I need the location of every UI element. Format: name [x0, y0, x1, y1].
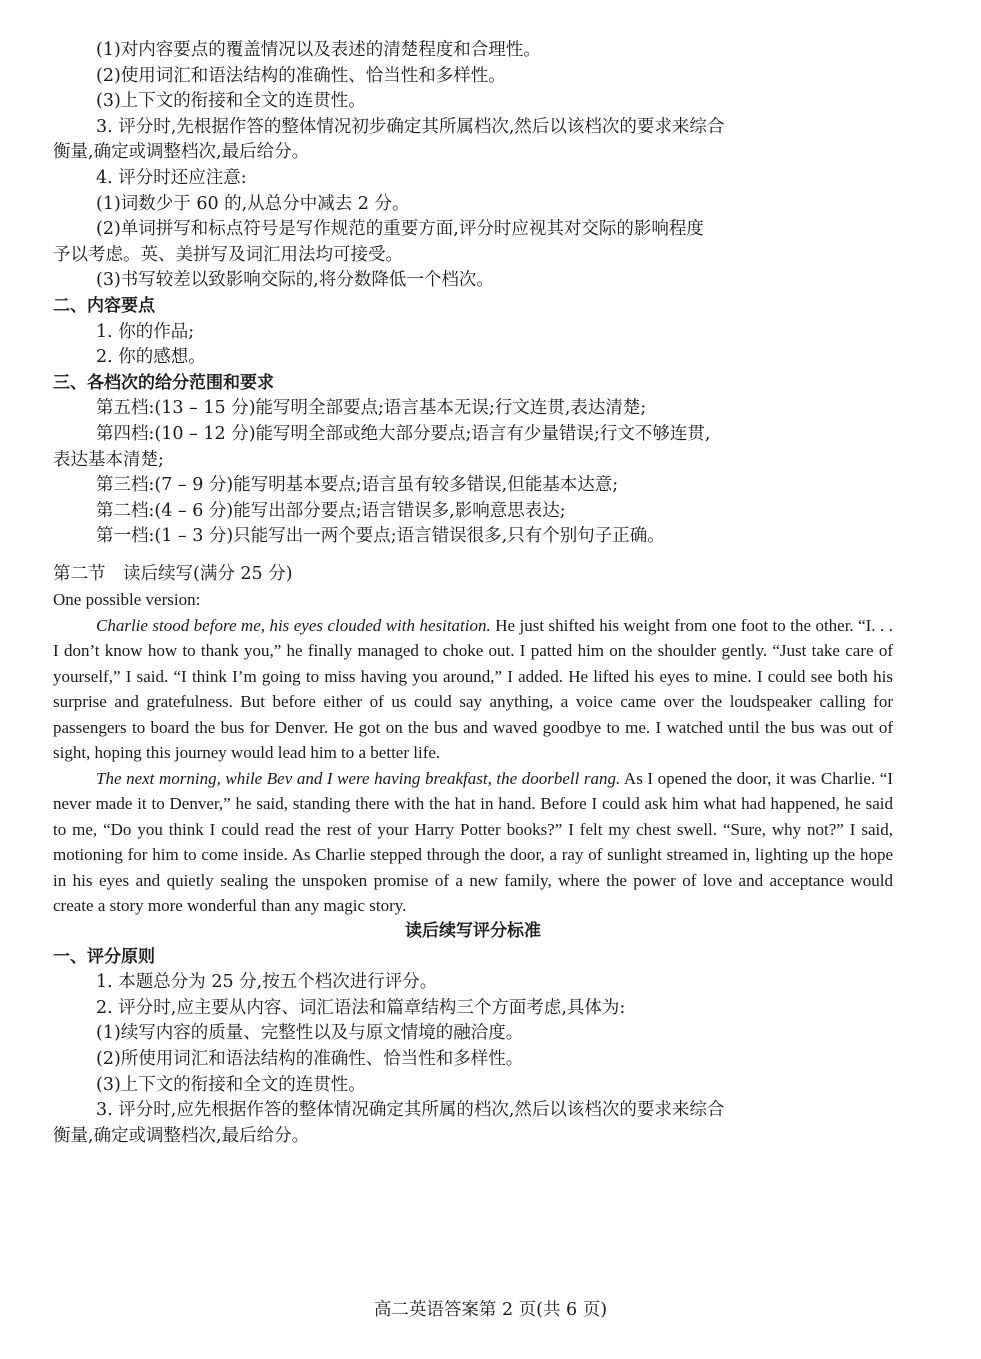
- rule-line: (2)单词拼写和标点符号是写作规范的重要方面,评分时应视其对交际的影响程度: [96, 219, 704, 240]
- grade-line: 第四档:(10 – 12 分)能写明全部或绝大部分要点;语言有少量错误;行文不够连贯,: [96, 423, 711, 444]
- standard-title: 读后续写评分标准: [405, 920, 541, 941]
- rule-line: 4. 评分时还应注意:: [96, 167, 247, 188]
- given-opening-sentence: The next morning, while Bev and I were having breakfast, the doorbell rang.: [96, 768, 621, 788]
- principle-line: 1. 本题总分为 25 分,按五个档次进行评分。: [96, 972, 438, 993]
- content-point: 1. 你的作品;: [96, 321, 195, 342]
- principle-line: 衡量,确定或调整档次,最后给分。: [53, 1125, 310, 1146]
- rule-line: 衡量,确定或调整档次,最后给分。: [53, 142, 310, 163]
- grade-line: 第三档:(7 – 9 分)能写明基本要点;语言虽有较多错误,但能基本达意;: [96, 475, 619, 496]
- given-opening-sentence: Charlie stood before me, his eyes clouded with hesitation.: [96, 615, 491, 635]
- grade-line: 第一档:(1 – 3 分)只能写出一两个要点;语言错误很多,只有个别句子正确。: [96, 526, 665, 547]
- page-footer: 高二英语答案第 2 页(共 6 页): [373, 1300, 608, 1320]
- principle-line: 3. 评分时,应先根据作答的整体情况确定其所属的档次,然后以该档次的要求来综合: [96, 1100, 725, 1121]
- rule-line: (1)词数少于 60 的,从总分中减去 2 分。: [96, 193, 410, 214]
- principle-line: 2. 评分时,应主要从内容、词汇语法和篇章结构三个方面考虑,具体为:: [96, 997, 626, 1018]
- principle-line: (3)上下文的衔接和全文的连贯性。: [96, 1074, 366, 1095]
- essay-paragraph-2: [53, 766, 893, 919]
- section-heading: 二、内容要点: [53, 295, 155, 316]
- answer-page: [53, 38, 893, 1149]
- part-title: 第二节 读后续写(满分 25 分): [53, 563, 293, 584]
- rule-line: 3. 评分时,先根据作答的整体情况初步确定其所属档次,然后以该档次的要求来综合: [96, 116, 725, 137]
- paragraph-body: He just shifted his weight from one foot to the other. “I. . . I don’t know how to thank you,” he finally managed to choke out. I patted him on the shoulder gently. “Just take care of yourself,” I said. “I think I’m going to miss having you around,” I added. He lifted his eyes to mine. I could see both his surprise and gratefulness. But before either of us could say anything, a voice came over the loudspeaker calling for passengers to board the bus for Denver. He got on the bus and waved goodbye to me. I watched until the bus was out of sight, hoping this journey would lead him to a better life.: [53, 615, 893, 763]
- rule-line: (2)使用词汇和语法结构的准确性、恰当性和多样性。: [96, 65, 506, 86]
- principle-line: (2)所使用词汇和语法结构的准确性、恰当性和多样性。: [96, 1048, 524, 1069]
- sample-essay: [53, 613, 893, 919]
- paragraph-body: As I opened the door, it was Charlie. “I never made it to Denver,” he said, standing there with the hat in hand. Before I could ask him what had happened, he said to me, “Do you think I could read the rest of your Harry Potter books?” I felt my chest swell. “Sure, why not?” I said, motioning for him to come inside. As Charlie stepped through the door, a ray of sunlight streamed in, lighting up the hope in his eyes and quietly sealing the unspoken promise of a new family, where the power of love and acceptance would create a story more wonderful than any magic story.: [53, 768, 893, 916]
- version-label: One possible version:: [53, 590, 201, 610]
- principle-line: (1)续写内容的质量、完整性以及与原文情境的融洽度。: [96, 1023, 524, 1044]
- rule-line: (3)书写较差以致影响交际的,将分数降低一个档次。: [96, 270, 494, 291]
- rule-line: (3)上下文的衔接和全文的连贯性。: [96, 91, 366, 112]
- content-point: 2. 你的感想。: [96, 347, 206, 368]
- essay-paragraph-1: [53, 613, 893, 766]
- grade-line: 第五档:(13 – 15 分)能写明全部要点;语言基本无误;行文连贯,表达清楚;: [96, 398, 647, 419]
- section-heading: 三、各档次的给分范围和要求: [53, 372, 274, 393]
- rule-line: (1)对内容要点的覆盖情况以及表述的清楚程度和合理性。: [96, 40, 541, 60]
- section-heading: 一、评分原则: [53, 946, 155, 967]
- grade-line: 第二档:(4 – 6 分)能写出部分要点;语言错误多,影响意思表达;: [96, 500, 566, 521]
- grade-line: 表达基本清楚;: [53, 449, 164, 470]
- rule-line: 予以考虑。英、美拼写及词汇用法均可接受。: [53, 244, 403, 265]
